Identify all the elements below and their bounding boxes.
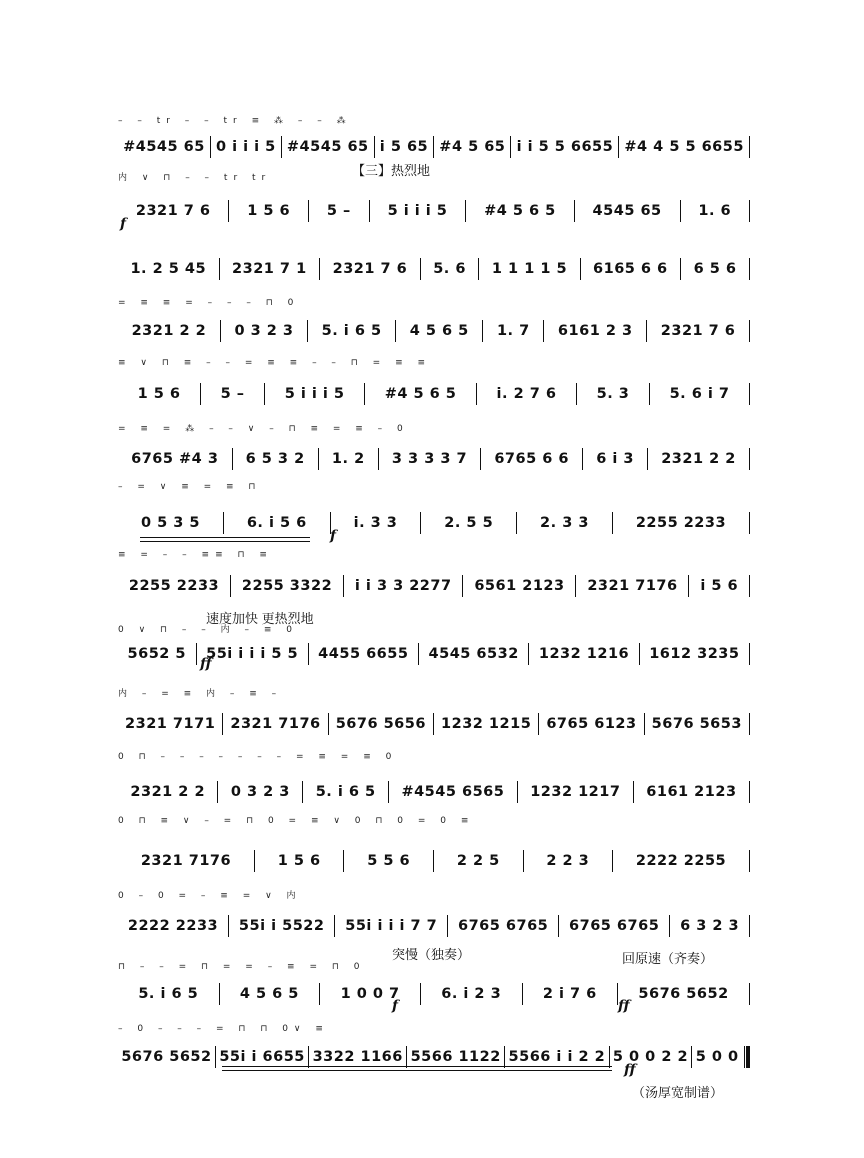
measure: 6765 #4 3: [131, 451, 219, 467]
measure: 2255 2233: [128, 578, 220, 594]
measure: 55i i i i 5 5: [196, 643, 308, 665]
tempo-instruction: 速度加快 更热烈地: [206, 611, 314, 626]
section-label: 【三】热烈地: [352, 163, 431, 178]
score-line-13: [118, 907, 750, 937]
measure: 3322 1166: [308, 1046, 406, 1068]
dynamic-mark: ff: [618, 998, 630, 1014]
crescendo-line: [140, 537, 310, 538]
score-line-11: [118, 773, 750, 803]
measure: #4 5 6 5: [364, 383, 476, 405]
measure: 1 0 0 7: [319, 983, 420, 1005]
measure: 5566 1122: [406, 1046, 504, 1068]
dynamic-mark: ff: [200, 656, 212, 672]
measure: 1. 6: [680, 200, 750, 222]
barline: [749, 983, 750, 1005]
measure: 6765 6765: [447, 915, 558, 937]
measure: 4455 6655: [308, 643, 418, 665]
score-line-9: [118, 635, 750, 665]
measure: 5. i 6 5: [307, 320, 395, 342]
measure: #4545 6565: [388, 781, 517, 803]
measure: 1. 7: [482, 320, 543, 342]
measure: 0 5 3 5: [140, 515, 200, 531]
measure: i i 5 5 6655: [510, 136, 618, 158]
measure: 2. 5 5: [420, 512, 516, 534]
crescendo-line: [140, 541, 310, 542]
score-line-4: [118, 312, 750, 342]
dynamic-mark: ff: [624, 1062, 636, 1078]
score-line-6: [118, 440, 750, 470]
measure: 6765 6123: [538, 713, 643, 735]
articulation-marks: = ≡ ≡ = – – – ⊓ 0: [118, 298, 300, 308]
measure: 55i i 6655: [215, 1046, 308, 1068]
articulation-marks: ⊓ – – = ⊓ = = – ≡ = ⊓ 0: [118, 962, 366, 972]
measure: #4 5 6 5: [465, 200, 573, 222]
measure: 2255 2233: [612, 512, 749, 534]
measure: 6161 2 3: [543, 320, 646, 342]
measure: 5 i i i 5: [264, 383, 364, 405]
measure: i. 2 7 6: [476, 383, 576, 405]
articulation-marks: ≡ = – – ≡≡ ⊓ ≡: [118, 550, 273, 560]
measure: i 5 6: [688, 575, 749, 597]
measure: 1 5 6: [254, 850, 344, 872]
tempo-instruction: 回原速（齐奏）: [622, 951, 714, 966]
measure: 5 i i i 5: [369, 200, 466, 222]
measure: 6 5 6: [680, 258, 749, 280]
barline: [749, 200, 750, 222]
measure: 6165 6 6: [580, 258, 681, 280]
score-line-12: [118, 842, 750, 872]
dynamic-mark: f: [330, 528, 337, 544]
articulation-marks: – 0 – – – = ⊓ ⊓ 0∨ ≡: [118, 1024, 329, 1034]
articulation-marks: 0 ⊓ ≡ ∨ – = ⊓ 0 = ≡ ∨ 0 ⊓ 0 = 0 ≡: [118, 816, 475, 826]
measure: 1232 1215: [433, 713, 538, 735]
measure: 2255 3322: [230, 575, 343, 597]
measure: 5 5 6: [343, 850, 433, 872]
score-line-3: [118, 250, 750, 280]
articulation-marks: 内 – = ≡ 内 – ≡ –: [118, 689, 283, 699]
tempo-instruction: 突慢（独奏）: [392, 947, 471, 962]
score-line-10: [118, 705, 750, 735]
transcriber-credit: （汤厚宽制谱）: [632, 1085, 724, 1100]
measure: 6765 6765: [558, 915, 669, 937]
crescendo-line: [222, 1066, 612, 1067]
measure: 2 2 5: [433, 850, 523, 872]
measure: 6. i 5 6: [223, 512, 330, 534]
measure: 0 3 2 3: [220, 320, 307, 342]
measure: 2321 7 6: [319, 258, 420, 280]
measure: 4 5 6 5: [219, 983, 320, 1005]
measure: 1 5 6: [228, 200, 308, 222]
measure: i i 3 3 2277: [343, 575, 462, 597]
measure: i 5 65: [374, 136, 434, 158]
measure: 2321 2 2: [647, 448, 749, 470]
measure: 5566 i i 2 2: [504, 1046, 608, 1068]
measure: 2222 2233: [127, 918, 219, 934]
barline: [749, 448, 750, 470]
measure: 6 3 2 3: [669, 915, 749, 937]
score-line-5: [118, 375, 750, 405]
measure: 5652 5: [127, 646, 187, 662]
measure: 2. 3 3: [516, 512, 612, 534]
measure: 2222 2255: [612, 850, 749, 872]
measure: 0 i i i 5: [210, 136, 281, 158]
measure: 4545 65: [574, 200, 680, 222]
barline: [749, 383, 750, 405]
articulation-marks: 0 – 0 = – ≡ = ∨ 内: [118, 891, 302, 901]
measure: #4 5 65: [433, 136, 510, 158]
measure: 6765 6 6: [480, 448, 582, 470]
barline: [749, 575, 750, 597]
score-line-2: [118, 192, 750, 222]
measure: 5 0 0 2 2: [609, 1046, 692, 1068]
barline: [749, 320, 750, 342]
measure: 55i i i i 7 7: [334, 915, 447, 937]
measure: 1. 2: [318, 448, 378, 470]
measure: 6 i 3: [582, 448, 647, 470]
measure: 2 2 3: [523, 850, 613, 872]
barline: [749, 713, 750, 735]
measure: #4545 65: [123, 139, 205, 155]
measure: 6161 2123: [633, 781, 749, 803]
measure: 4 5 6 5: [395, 320, 482, 342]
measure: 1612 3235: [639, 643, 749, 665]
measure: #4545 65: [281, 136, 374, 158]
measure: 6561 2123: [462, 575, 575, 597]
measure: 5 0 0: [691, 1046, 742, 1068]
barline: [749, 781, 750, 803]
score-line-14: [118, 975, 750, 1005]
articulation-marks: 内 ∨ ⊓ – – tr tr: [118, 173, 272, 183]
measure: 0 3 2 3: [217, 781, 302, 803]
measure: 55i i 5522: [228, 915, 334, 937]
articulation-marks: = ≡ = ⁂ – – ∨ – ⊓ ≡ = ≡ – 0: [118, 424, 409, 434]
measure: 5676 5656: [328, 713, 433, 735]
measure: 4545 6532: [418, 643, 528, 665]
articulation-marks: 0 ∨ ⊓ – – 内 – ≡ 0: [118, 625, 298, 635]
measure: 5 –: [308, 200, 369, 222]
barline: [749, 136, 750, 158]
measure: 3 3 3 3 7: [378, 448, 480, 470]
measure: 6 5 3 2: [232, 448, 318, 470]
final-barline: [744, 1046, 750, 1068]
articulation-marks: – = ∨ ≡ = ≡ ⊓: [118, 482, 262, 492]
measure: 2321 7 6: [135, 203, 211, 219]
barline: [749, 643, 750, 665]
score-line-7: [118, 504, 750, 534]
barline: [749, 850, 750, 872]
measure: 2321 2 2: [131, 323, 207, 339]
measure: 1 1 1 1 5: [478, 258, 579, 280]
measure: 2321 7 6: [646, 320, 749, 342]
measure: 2321 7176: [575, 575, 688, 597]
dynamic-mark: f: [392, 998, 399, 1014]
measure: 1232 1217: [517, 781, 633, 803]
articulation-marks: ≡ ∨ ⊓ ≡ – – = ≡ ≡ – – ⊓ = ≡ ≡: [118, 358, 432, 368]
measure: 2 i 7 6: [522, 983, 618, 1005]
barline: [749, 915, 750, 937]
articulation-marks: – – tr – – tr ≡ ⁂ – – ⁂: [118, 116, 352, 126]
measure: 5676 5653: [644, 713, 749, 735]
barline: [749, 258, 750, 280]
measure: 1 5 6: [137, 386, 181, 402]
measure: 5676 5652: [617, 983, 749, 1005]
measure: 5 –: [200, 383, 264, 405]
measure: 5. 6 i 7: [649, 383, 749, 405]
dynamic-mark: f: [120, 216, 127, 232]
measure: 5. 6: [420, 258, 479, 280]
measure: 1. 2 5 45: [130, 261, 207, 277]
measure: 5. i 6 5: [138, 986, 199, 1002]
measure: i. 3 3: [330, 512, 421, 534]
score-line-1: [118, 128, 750, 158]
measure: 2321 7176: [222, 713, 327, 735]
measure: 2321 2 2: [130, 784, 206, 800]
measure: 2321 7 1: [219, 258, 320, 280]
measure: 6. i 2 3: [420, 983, 522, 1005]
crescendo-line: [222, 1070, 612, 1071]
articulation-marks: 0 ⊓ – – – – – – – = ≡ = ≡ 0: [118, 752, 398, 762]
measure: 5. i 6 5: [302, 781, 388, 803]
measure: 2321 7171: [125, 716, 216, 732]
measure: 5676 5652: [121, 1049, 212, 1065]
measure: 2321 7176: [140, 853, 232, 869]
score-line-15: [118, 1038, 750, 1068]
measure: #4 4 5 5 6655: [618, 136, 749, 158]
score-line-8: [118, 567, 750, 597]
barline: [749, 512, 750, 534]
measure: 5. 3: [576, 383, 649, 405]
measure: 1232 1216: [528, 643, 638, 665]
